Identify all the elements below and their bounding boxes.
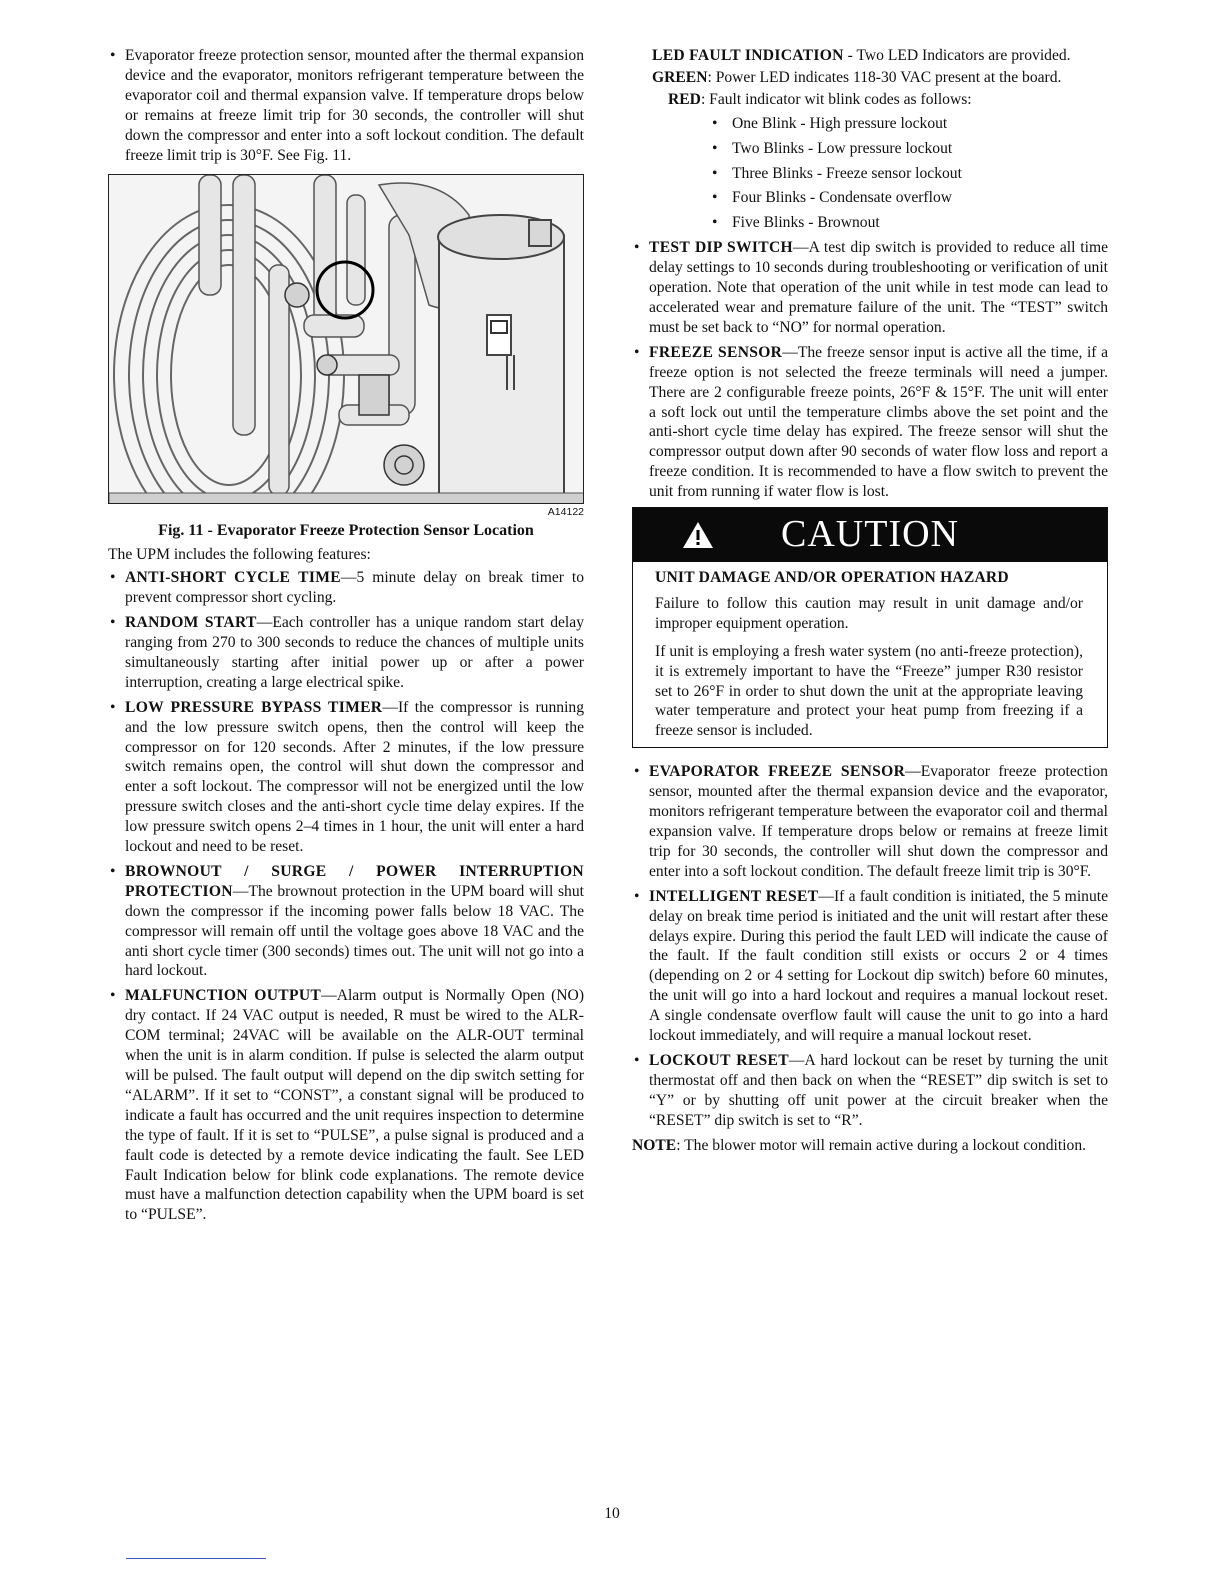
feature-title: RANDOM START — [125, 614, 257, 632]
feature-low-pressure-bypass — [108, 698, 584, 857]
feature-text: —If the compressor is running and the low pressure switch opens, then the control will keep the compressor on for 120 seconds. After 2 minutes, if the low pressure switch remains open, the control will shut down the compressor and enter a soft lockout. The compressor will not be energized until the low pressure switch closes and the anti-short cycle time delay expires. If the low pressure switch opens 2–4 times in 1 hour, the unit will enter a hard lockout and need to be reset. — [125, 698, 584, 856]
footer-rule — [126, 1558, 266, 1559]
blink-code-list — [632, 114, 1108, 234]
feature-title: FREEZE SENSOR — [649, 343, 783, 361]
caution-title: UNIT DAMAGE AND/OR OPERATION HAZARD — [655, 569, 1009, 587]
figure-caption: Fig. 11 - Evaporator Freeze Protection Sensor Location — [158, 522, 534, 540]
feature-text: —Each controller has a unique random start delay ranging from 270 to 300 seconds to reduce the chances of multiple units simultaneously starting after initial power up or after a power interruption, creating a large electrical spike. — [125, 614, 584, 691]
feature-text: —5 minute delay on break timer to prevent compressor short cycling. — [125, 569, 584, 607]
feature-intelligent-reset — [632, 887, 1108, 1046]
blink-code-item: • Five Blinks - Brownout — [712, 213, 1108, 233]
feature-title: ANTI-SHORT CYCLE TIME — [125, 569, 341, 587]
page-number: 10 — [604, 1505, 620, 1522]
green-text: : Power LED indicates 118-30 VAC present at the board. — [707, 68, 1062, 86]
led-title: LED FAULT INDICATION — [652, 47, 844, 64]
green-led — [632, 68, 1108, 88]
figure-11-photo — [108, 174, 584, 504]
feature-evaporator-freeze-sensor — [632, 762, 1108, 881]
compressor-illustration — [109, 175, 584, 504]
feature-anti-short-cycle — [108, 568, 584, 608]
feature-freeze-sensor — [632, 343, 1108, 502]
caution-box — [632, 507, 1108, 748]
feature-text: —A test dip switch is provided to reduce all time delay settings to 10 seconds during troubleshooting or verification of unit operation. Note that operation of the unit while in test mode can lead to accelerated wear and premature failure of the unit. The “TEST” switch must be set back to “NO” for normal operation. — [649, 239, 1109, 336]
blink-code-item: • Three Blinks - Freeze sensor lockout — [712, 164, 1108, 184]
feature-title: INTELLIGENT RESET — [649, 887, 819, 905]
led-text: - Two LED Indicators are provided. — [843, 47, 1071, 64]
blink-code-item: • One Blink - High pressure lockout — [712, 114, 1108, 134]
feature-text: —The brownout protection in the UPM board will shut down the compressor if the incoming power falls below 18 VAC. The compressor will remain off until the voltage goes above 18 VAC and the anti short cycle timer (300 seconds) times out. The unit will not go into a hard lockout. — [125, 882, 584, 980]
feature-text: —A hard lockout can be reset by turning the unit thermostat off and then back on when the “RESET” dip switch is set to “Y” or by shutting off unit power at the circuit breaker when the “RESET” dip switch is set to “R”. — [649, 1051, 1108, 1129]
feature-title: BROWNOUT / SURGE / POWER INTERRUPTION PROTECTION — [125, 862, 584, 900]
blink-code-item: • Two Blinks - Low pressure lockout — [712, 139, 1108, 159]
intro-text: Evaporator freeze protection sensor, mounted after the thermal expansion device and the evaporator, monitors refrigerant temperature between the evaporator coil and thermal expansion valve. If temperature drops below or remains at freeze limit trip for 30 seconds, the controller will shut down the compressor and enter into a soft lockout condition. The default freeze limit trip is 30°F. See Fig. 11. — [125, 47, 584, 164]
red-led — [632, 90, 1108, 110]
feature-test-dip-switch — [632, 238, 1108, 338]
feature-lockout-reset — [632, 1051, 1108, 1131]
left-column — [108, 46, 584, 1230]
feature-random-start — [108, 613, 584, 693]
feature-text: —If a fault condition is initiated, the 5 minute delay on break time period is initiated and the unit will restart after these delays expire. During this period the fault LED will indicate the cause of the fault. If the fault condition still exists or occurs 2 or 4 times (depending on 2 or 4 setting for Lockout dip switch) before 60 minutes, the unit will go into a hard lockout and requires a manual lockout reset. A single condensate overflow fault will cause the unit to go into a hard lockout immediately, and will require a manual lockout reset. — [649, 887, 1108, 1045]
red-label: RED — [668, 90, 701, 108]
caution-body — [633, 562, 1107, 747]
feature-title: LOCKOUT RESET — [649, 1051, 789, 1069]
feature-text: —Evaporator freeze protection sensor, mounted after the thermal expansion device and the evaporator, monitors refrigerant temperature between the evaporator coil and thermal expansion valve. If temperature drops below or remains at freeze limit trip for 30 seconds, the controller will shut down the compressor and enter into a soft lockout condition. The default freeze limit trip is 30°F. — [649, 763, 1108, 880]
feature-text: —The freeze sensor input is active all the time, if a freeze option is not selected the freeze terminals will need a jumper. There are 2 configurable freeze points, 26°F & 15°F. The unit will enter a soft lock out until the temperature climbs above the set point and the anti-short cycle time delay has expired. The freeze sensor will shut the compressor output down after 90 seconds of water flow loss and report a freeze condition. It is recommended to have a flow switch to prevent the unit from running if water flow is lost. — [649, 343, 1108, 501]
note-paragraph — [632, 1136, 1108, 1156]
feature-title: LOW PRESSURE BYPASS TIMER — [125, 698, 383, 716]
caution-paragraph: Failure to follow this caution may result in unit damage and/or improper equipment operation. — [655, 594, 1083, 632]
caution-heading: CAUTION — [781, 513, 959, 556]
led-fault-indication — [632, 46, 1108, 66]
blink-code-item: • Four Blinks - Condensate overflow — [712, 188, 1108, 208]
note-label: NOTE — [632, 1136, 677, 1154]
figure-id: A14122 — [547, 506, 584, 519]
caution-paragraph: If unit is employing a fresh water system (no anti-freeze protection), it is extremely important to have the “Freeze” jumper R30 resistor set to 26°F in order to shut down the unit at the appropriate leaving water temperature and protect your heat pump from freezing if a freeze sensor is included. — [655, 642, 1083, 740]
features-intro: The UPM includes the following features: — [108, 546, 371, 564]
warning-triangle-icon — [681, 520, 715, 550]
note-text: : The blower motor will remain active during a lockout condition. — [676, 1136, 1087, 1154]
red-text: : Fault indicator wit blink codes as follows: — [700, 90, 972, 108]
green-label: GREEN — [652, 68, 708, 86]
feature-malfunction-output — [108, 986, 584, 1225]
intro-bullet — [108, 46, 584, 165]
feature-title: EVAPORATOR FREEZE SENSOR — [649, 763, 906, 781]
feature-title: MALFUNCTION OUTPUT — [125, 987, 322, 1005]
caution-header — [633, 508, 1107, 562]
feature-text: —Alarm output is Normally Open (NO) dry contact. If 24 VAC output is needed, R must be wired to the ALR-COM terminal; 24VAC will be available on the ALR-OUT terminal when the unit is in alarm condition. If pulse is selected the alarm output will be pulsed. The fault output will depend on the dip switch setting for “ALARM”. If it set to “CONST”, a constant signal will be produced to indicate a fault has occurred and the unit requires inspection to determine the type of fault. If it is set to “PULSE”, a pulse signal is produced and a fault code is detected by a remote device indicating the fault. See LED Fault Indication below for blink code explanations. The remote device must have a malfunction detection capability when the UPM board is set to “PULSE”. — [125, 987, 585, 1224]
feature-title: TEST DIP SWITCH — [649, 239, 793, 257]
feature-brownout — [108, 862, 584, 981]
right-column — [632, 46, 1108, 1156]
